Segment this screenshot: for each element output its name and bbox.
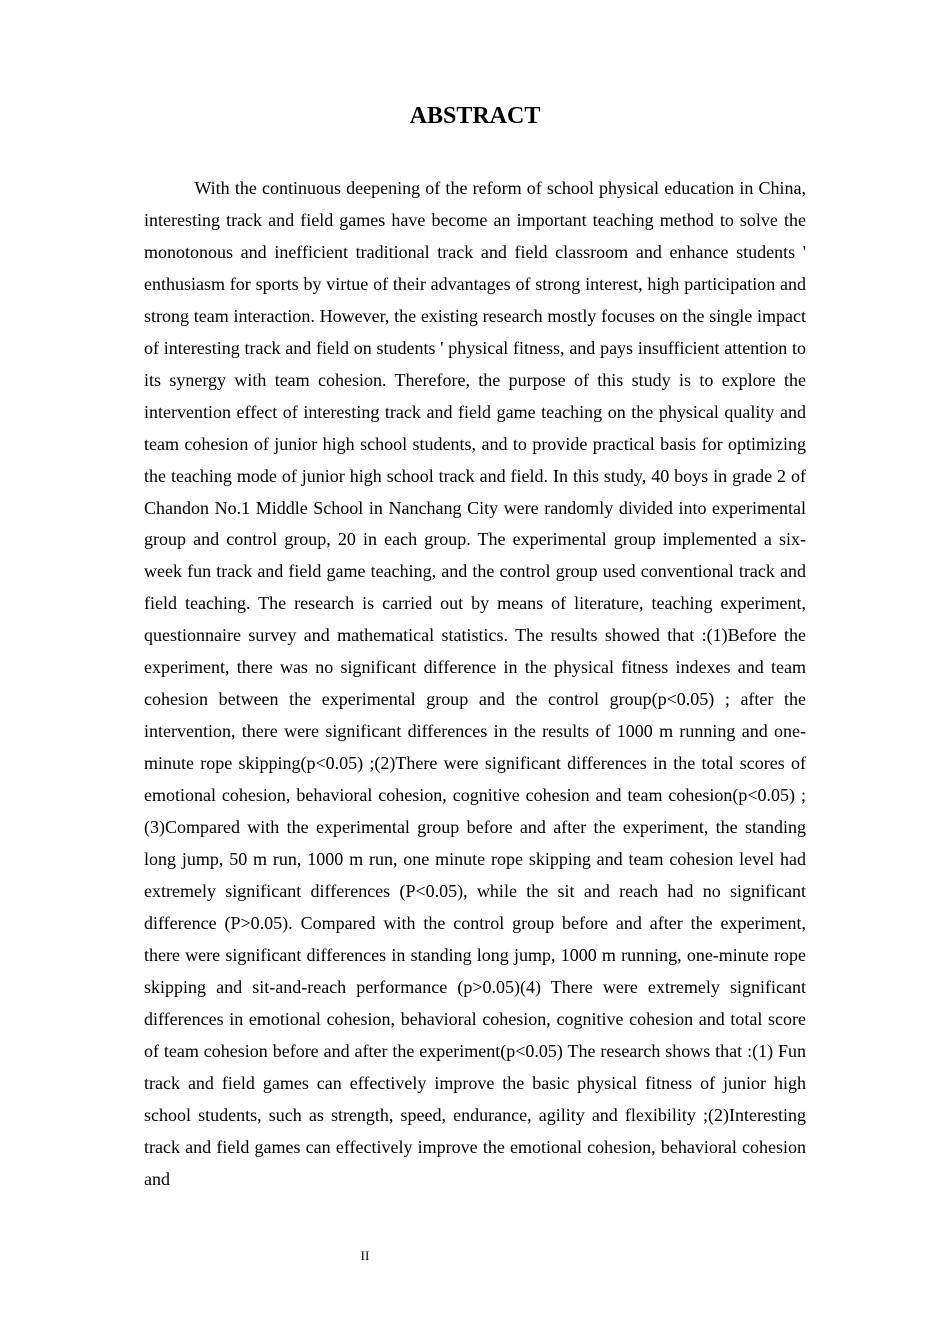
page-number: II xyxy=(360,1248,370,1263)
abstract-body: With the continuous deepening of the reform of school physical education in China, interesting track and field games have become an important teaching method to solve the monotonous and inefficient traditional track and field classroom and enhance students ' enthusiasm for sports by virtue of their advantages of strong interest, high participation and strong team interaction. However, the existing research mostly focuses on the single impact of interesting track and field on students ' physical fitness, and pays insufficient attention to its synergy with team cohesion. Therefore, the purpose of this study is to explore the intervention effect of interesting track and field game teaching on the physical quality and team cohesion of junior high school students, and to provide practical basis for optimizing the teaching mode of junior high school track and field. In this study, 40 boys in grade 2 of Chandon No.1 Middle School in Nanchang City were randomly divided into experimental group and control group, 20 in each group. The experimental group implemented a six-week fun track and field game teaching, and the control group used conventional track and field teaching. The research is carried out by means of literature, teaching experiment, questionnaire survey and mathematical statistics. The results showed that :(1)Before the experiment, there was no significant difference in the physical fitness indexes and team cohesion between the experimental group and the control group(p<0.05) ; after the intervention, there were significant differences in the results of 1000 m running and one-minute rope skipping(p<0.05) ;(2)There were significant differences in the total scores of emotional cohesion, behavioral cohesion, cognitive cohesion and team cohesion(p<0.05) ;(3)Compared with the experimental group before and after the experiment, the standing long jump, 50 m run, 1000 m run, one minute rope skipping and team cohesion level had extremely significant differences (P<0.05), while the sit and reach had no significant difference (P>0.05). Compared with the control group before and after the experiment, there were significant differences in standing long jump, 1000 m running, one-minute rope skipping and sit-and-reach performance (p>0.05)(4) There were extremely significant differences in emotional cohesion, behavioral cohesion, cognitive cohesion and total score of team cohesion before and after the experiment(p<0.05) The research shows that :(1) Fun track and field games can effectively improve the basic physical fitness of junior high school students, such as strength, speed, endurance, agility and flexibility ;(2)Interesting track and field games can effectively improve the emotional cohesion, behavioral cohesion and xyxy=(144,178,806,1189)
abstract-title: ABSTRACT xyxy=(409,103,541,129)
